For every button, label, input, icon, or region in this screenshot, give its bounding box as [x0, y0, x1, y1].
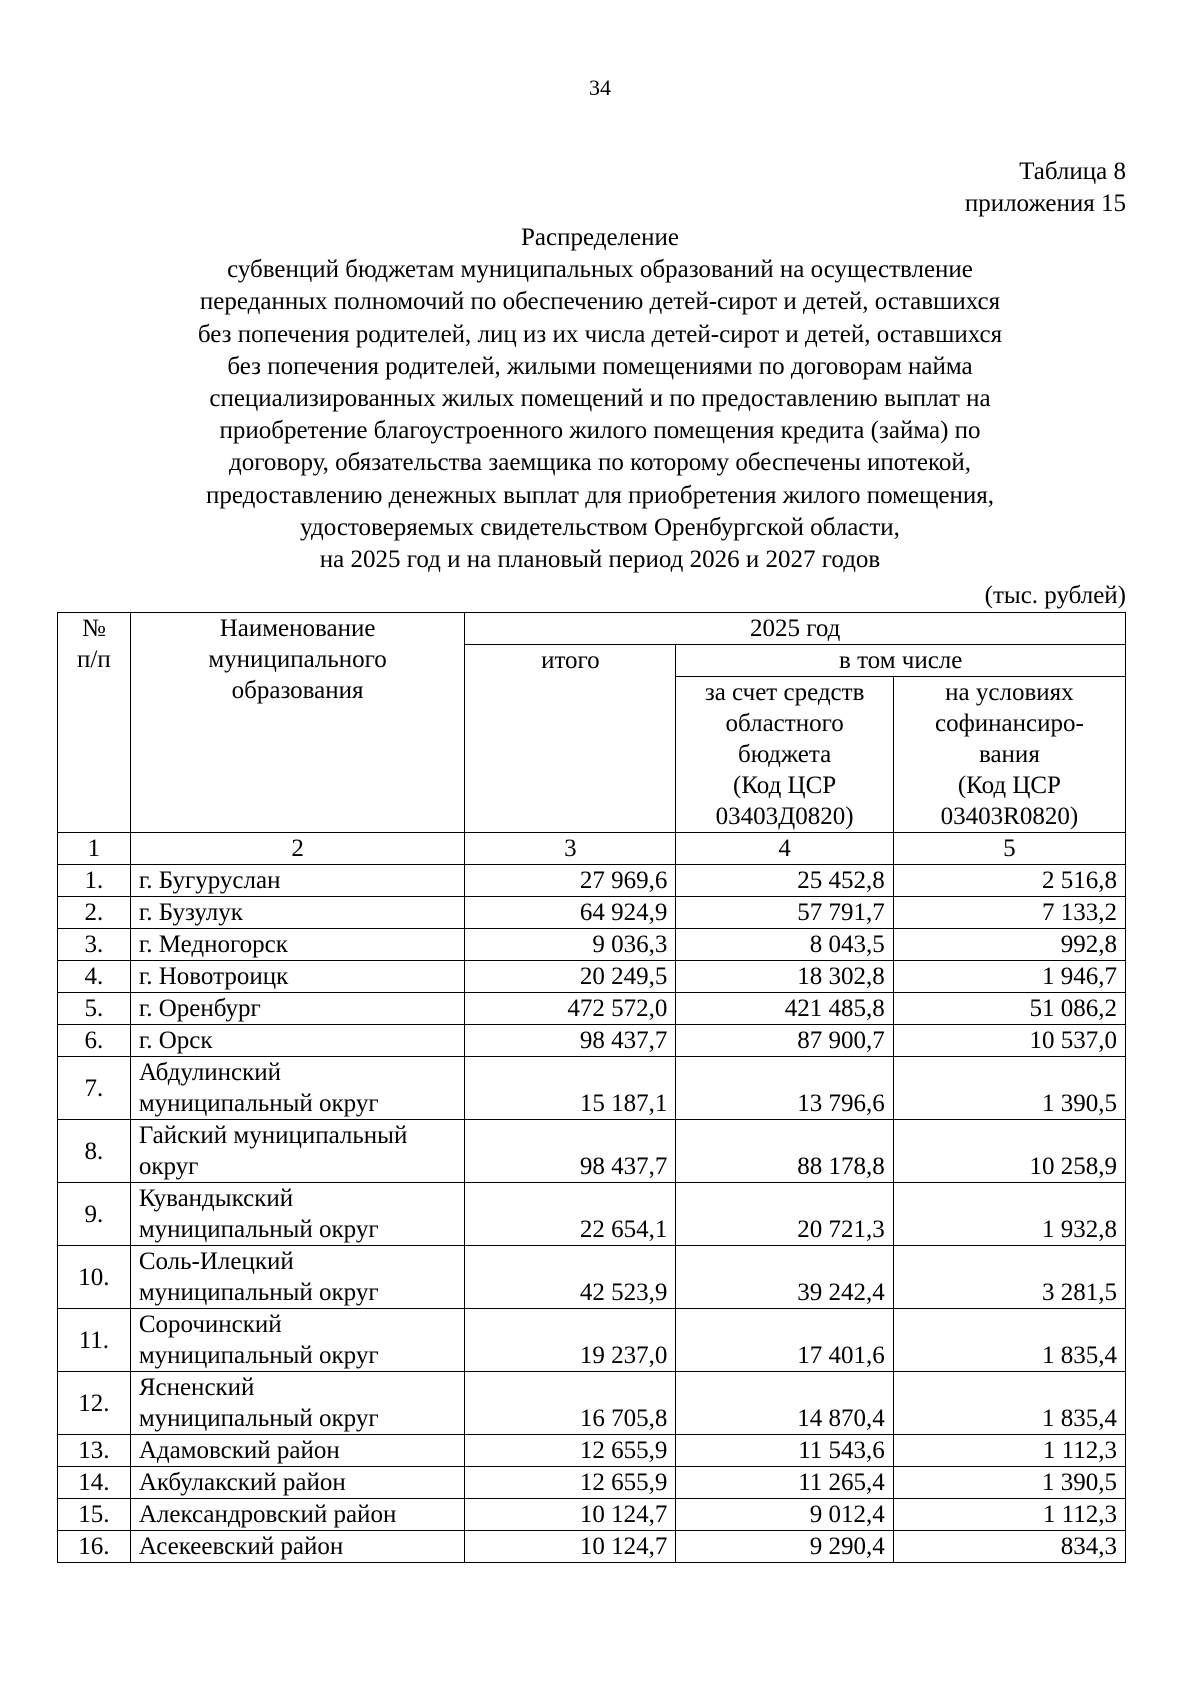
header-regional: [676, 677, 893, 833]
table-caption: [726, 156, 1126, 220]
municipality-name-line: округ: [138, 1153, 199, 1180]
municipality-name-line: Гайский муниципальный: [138, 1122, 408, 1149]
municipality-name: [130, 1531, 465, 1563]
cofinancing-value: 51 086,2: [893, 993, 1125, 1025]
header-cofinancing-line: софинансиро-: [934, 710, 1084, 737]
table-caption-line: приложения 15: [964, 190, 1126, 217]
table-row: [58, 1372, 1126, 1435]
heading-line: специализированных жилых помещений и по предоставлению выплат на: [209, 385, 991, 413]
row-number: 15.: [58, 1499, 131, 1531]
cofinancing-value: 1 835,4: [893, 1372, 1125, 1435]
total-value: 98 437,7: [465, 1120, 676, 1183]
row-number: 13.: [58, 1435, 131, 1467]
table-row: [58, 993, 1126, 1025]
table-row: [58, 1467, 1126, 1499]
row-number: 5.: [58, 993, 131, 1025]
table-row: [58, 865, 1126, 897]
regional-value: 39 242,4: [676, 1246, 893, 1309]
row-number: 9.: [58, 1183, 131, 1246]
regional-value: 421 485,8: [676, 993, 893, 1025]
cofinancing-value: 1 390,5: [893, 1057, 1125, 1120]
row-number: 7.: [58, 1057, 131, 1120]
cofinancing-value: 10 258,9: [893, 1120, 1125, 1183]
heading-line: без попечения родителей, лиц из их числа детей-сирот и детей, оставшихся: [197, 320, 1003, 348]
municipality-name-line: муниципальный округ: [138, 1405, 379, 1432]
municipality-name: [130, 1309, 465, 1372]
regional-value: 20 721,3: [676, 1183, 893, 1246]
header-regional-line: бюджета: [737, 741, 832, 768]
regional-value: 9 012,4: [676, 1499, 893, 1531]
table-row: [58, 1499, 1126, 1531]
total-value: 98 437,7: [465, 1025, 676, 1057]
municipality-name: [130, 897, 465, 929]
municipality-name-line: Акбулакский район: [138, 1469, 346, 1496]
table-row: [58, 1246, 1126, 1309]
table-row: [58, 1183, 1126, 1246]
heading-line: переданных полномочий по обеспечению детей-сирот и детей, оставшихся: [199, 288, 1001, 316]
municipality-name: [130, 961, 465, 993]
municipality-name-line: Асекеевский район: [138, 1533, 344, 1560]
row-number: 10.: [58, 1246, 131, 1309]
table-header: [58, 613, 1126, 865]
municipality-name-line: муниципальный округ: [138, 1090, 379, 1117]
row-number: 4.: [58, 961, 131, 993]
page-number: 34: [589, 75, 611, 100]
row-number: 6.: [58, 1025, 131, 1057]
header-name-line: муниципального: [208, 646, 387, 673]
regional-value: 11 265,4: [676, 1467, 893, 1499]
cofinancing-value: 1 112,3: [893, 1499, 1125, 1531]
header-name-line: Наименование: [219, 615, 376, 642]
cofinancing-value: 834,3: [893, 1531, 1125, 1563]
cofinancing-value: 1 946,7: [893, 961, 1125, 993]
heading-line: без попечения родителей, жилыми помещениями по договорам найма: [227, 352, 973, 380]
row-number: 2.: [58, 897, 131, 929]
column-number: 3: [465, 833, 676, 865]
row-number: 14.: [58, 1467, 131, 1499]
municipality-name-line: муниципальный округ: [138, 1342, 379, 1369]
total-value: 472 572,0: [465, 993, 676, 1025]
municipality-name-line: Абдулинский: [138, 1059, 282, 1086]
column-number-row: [58, 833, 1126, 865]
cofinancing-value: 2 516,8: [893, 865, 1125, 897]
regional-value: 17 401,6: [676, 1309, 893, 1372]
regional-value: 11 543,6: [676, 1435, 893, 1467]
regional-value: 9 290,4: [676, 1531, 893, 1563]
header-cofinancing: [893, 677, 1125, 833]
heading-line: предоставлению денежных выплат для приобретения жилого помещения,: [206, 481, 994, 509]
heading-line: удостоверяемых свидетельством Оренбургской области,: [300, 513, 900, 541]
document-heading: [100, 222, 1100, 576]
municipality-name: [130, 1246, 465, 1309]
header-cofinancing-line: (Код ЦСР: [957, 772, 1061, 799]
header-including: в том числе: [676, 645, 1126, 677]
cofinancing-value: 1 112,3: [893, 1435, 1125, 1467]
table-row: [58, 1531, 1126, 1563]
municipality-name: [130, 929, 465, 961]
total-value: 22 654,1: [465, 1183, 676, 1246]
municipality-name-line: г. Орск: [138, 1027, 213, 1054]
municipality-name: [130, 1467, 465, 1499]
table-row: [58, 1025, 1126, 1057]
total-value: 10 124,7: [465, 1499, 676, 1531]
total-value: 27 969,6: [465, 865, 676, 897]
cofinancing-value: 7 133,2: [893, 897, 1125, 929]
budget-table: [57, 612, 1126, 1563]
header-num-line: п/п: [77, 646, 111, 673]
cofinancing-value: 3 281,5: [893, 1246, 1125, 1309]
municipality-name: [130, 1025, 465, 1057]
regional-value: 87 900,7: [676, 1025, 893, 1057]
header-cofinancing-line: вания: [978, 741, 1040, 768]
header-num: [58, 613, 131, 833]
municipality-name: [130, 993, 465, 1025]
municipality-name-line: Ясненский: [138, 1374, 255, 1401]
row-number: 8.: [58, 1120, 131, 1183]
header-regional-line: 03403Д0820): [715, 803, 854, 830]
regional-value: 14 870,4: [676, 1372, 893, 1435]
municipality-name-line: муниципальный округ: [138, 1279, 379, 1306]
header-year: 2025 год: [465, 613, 1126, 645]
municipality-name: [130, 1120, 465, 1183]
total-value: 9 036,3: [465, 929, 676, 961]
municipality-name-line: муниципальный округ: [138, 1216, 379, 1243]
municipality-name-line: г. Новотроицк: [138, 963, 289, 990]
municipality-name-line: г. Оренбург: [138, 995, 261, 1022]
column-number: 4: [676, 833, 893, 865]
table-row: [58, 1120, 1126, 1183]
table-row: [58, 929, 1126, 961]
table-row: [58, 1057, 1126, 1120]
total-value: 12 655,9: [465, 1435, 676, 1467]
total-value: 64 924,9: [465, 897, 676, 929]
cofinancing-value: 1 390,5: [893, 1467, 1125, 1499]
units-note: (тыс. рублей): [984, 582, 1126, 609]
column-number: 2: [130, 833, 465, 865]
total-value: 15 187,1: [465, 1057, 676, 1120]
column-number: 1: [58, 833, 131, 865]
municipality-name-line: Кувандыкский: [138, 1185, 294, 1212]
total-value: 10 124,7: [465, 1531, 676, 1563]
total-value: 12 655,9: [465, 1467, 676, 1499]
cofinancing-value: 10 537,0: [893, 1025, 1125, 1057]
municipality-name-line: г. Медногорск: [138, 931, 288, 958]
table-row: [58, 897, 1126, 929]
row-number: 11.: [58, 1309, 131, 1372]
municipality-name: [130, 1183, 465, 1246]
cofinancing-value: 1 932,8: [893, 1183, 1125, 1246]
regional-value: 18 302,8: [676, 961, 893, 993]
municipality-name: [130, 865, 465, 897]
column-number: 5: [893, 833, 1125, 865]
table-caption-line: Таблица 8: [1019, 158, 1126, 185]
header-regional-line: (Код ЦСР: [733, 772, 837, 799]
header-total: итого: [465, 645, 676, 833]
municipality-name-line: Адамовский район: [138, 1437, 340, 1464]
regional-value: 88 178,8: [676, 1120, 893, 1183]
regional-value: 57 791,7: [676, 897, 893, 929]
regional-value: 25 452,8: [676, 865, 893, 897]
header-num-line: №: [81, 615, 106, 642]
row-number: 12.: [58, 1372, 131, 1435]
heading-line: на 2025 год и на плановый период 2026 и 2027 годов: [319, 546, 881, 574]
municipality-name-line: Соль-Илецкий: [138, 1248, 294, 1275]
header-cofinancing-line: на условиях: [945, 679, 1074, 706]
cofinancing-value: 992,8: [893, 929, 1125, 961]
table-row: [58, 1435, 1126, 1467]
row-number: 1.: [58, 865, 131, 897]
municipality-name: [130, 1435, 465, 1467]
municipality-name-line: Сорочинский: [138, 1311, 282, 1338]
table-row: [58, 961, 1126, 993]
regional-value: 13 796,6: [676, 1057, 893, 1120]
cofinancing-value: 1 835,4: [893, 1309, 1125, 1372]
row-number: 16.: [58, 1531, 131, 1563]
municipality-name: [130, 1499, 465, 1531]
municipality-name: [130, 1057, 465, 1120]
total-value: 16 705,8: [465, 1372, 676, 1435]
header-regional-line: за счет средств: [704, 679, 865, 706]
header-regional-line: областного: [725, 710, 844, 737]
municipality-name-line: г. Бугуруслан: [138, 867, 281, 894]
header-cofinancing-line: 03403R0820): [940, 803, 1079, 830]
municipality-name-line: г. Бузулук: [138, 899, 243, 926]
heading-line: субвенций бюджетам муниципальных образований на осуществление: [227, 256, 973, 284]
row-number: 3.: [58, 929, 131, 961]
table-row: [58, 1309, 1126, 1372]
header-name: [130, 613, 465, 833]
heading-line: Распределение: [521, 224, 679, 251]
municipality-name: [130, 1372, 465, 1435]
total-value: 42 523,9: [465, 1246, 676, 1309]
table-body: [58, 865, 1126, 1563]
heading-line: приобретение благоустроенного жилого помещения кредита (займа) по: [219, 417, 981, 445]
regional-value: 8 043,5: [676, 929, 893, 961]
total-value: 20 249,5: [465, 961, 676, 993]
header-name-line: образования: [231, 677, 364, 704]
total-value: 19 237,0: [465, 1309, 676, 1372]
heading-line: договору, обязательства заемщика по которому обеспечены ипотекой,: [229, 449, 971, 477]
municipality-name-line: Александровский район: [138, 1501, 397, 1528]
